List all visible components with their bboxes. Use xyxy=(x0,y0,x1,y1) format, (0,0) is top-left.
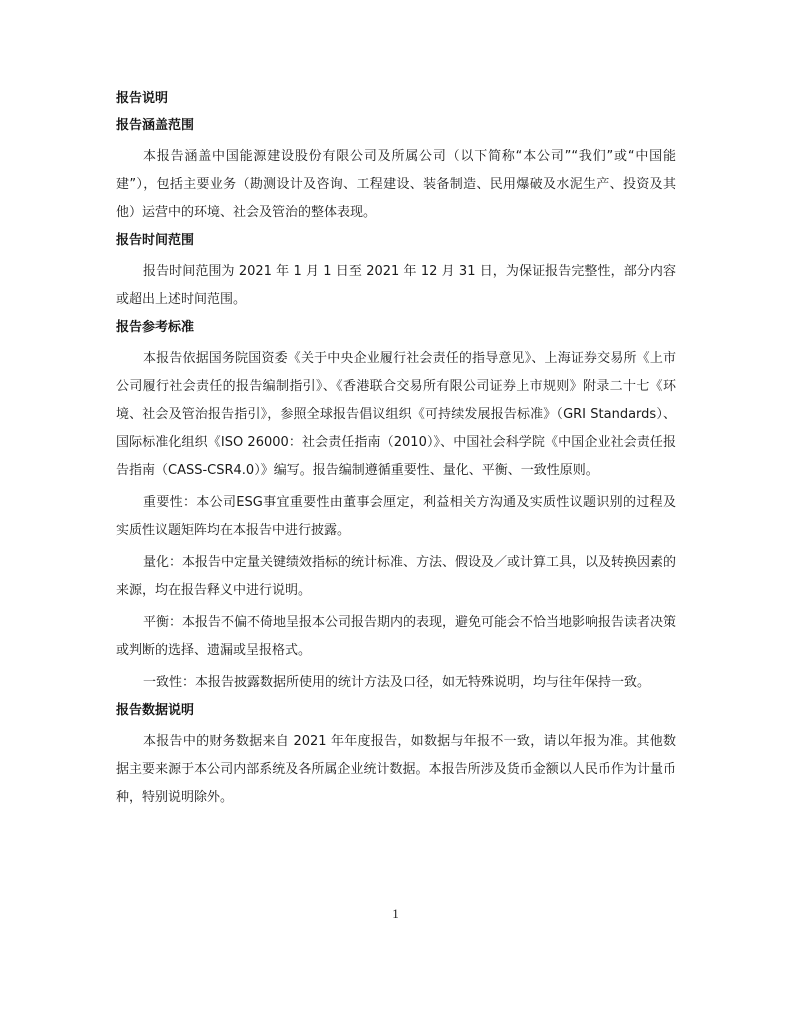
section-heading: 报告参考标准 xyxy=(116,320,195,335)
document-title: 报告说明 xyxy=(116,91,169,106)
paragraph: 本报告依据国务院国资委《关于中央企业履行社会责任的指导意见》、上海证券交易所《上市公司履行社会责任的报告编制指引》、《香港联合交易所有限公司证券上市规则》附录二十七《环境、社会及管治报告指引》，参照全球报告倡议组织《可持续发展报告标准》（GRI Standards）、国际标准化组织《ISO 26000：社会责任指南（2010）》、中国社会科学院《中国企业社会责任报告指南（CASS-CSR4.0）》编写。报告编制遵循重要性、量化、平衡、一致性原则。 xyxy=(116,351,676,478)
document-body xyxy=(116,89,676,816)
section-data xyxy=(116,701,676,812)
paragraph-materiality: 重要性：本公司ESG事宜重要性由董事会厘定，利益相关方沟通及实质性议题识别的过程及实质性议题矩阵均在本报告中进行披露。 xyxy=(116,495,676,538)
paragraph-quantitative: 量化：本报告中定量关键绩效指标的统计标准、方法、假设及／或计算工具，以及转换因素的来源，均在报告释义中进行说明。 xyxy=(116,555,677,598)
section-heading: 报告涵盖范围 xyxy=(116,118,195,133)
section-heading: 报告时间范围 xyxy=(116,233,195,248)
paragraph-balance: 平衡：本报告不偏不倚地呈报本公司报告期内的表现，避免可能会不恰当地影响报告读者决策或判断的选择、遗漏或呈报格式。 xyxy=(116,615,677,658)
page-number: 1 xyxy=(392,906,399,921)
paragraph-consistency: 一致性：本报告披露数据所使用的统计方法及口径，如无特殊说明，均与往年保持一致。 xyxy=(143,675,651,690)
section-coverage xyxy=(116,116,676,227)
paragraph: 本报告中的财务数据来自 2021 年年度报告，如数据与年报不一致，请以年报为准。其他数据主要来源于本公司内部系统及各所属企业统计数据。本报告所涉及货币金额以人民币作为计量币种，特别说明除外。 xyxy=(116,734,676,805)
paragraph: 本报告涵盖中国能源建设股份有限公司及所属公司（以下简称“本公司”“我们”或“中国能建”），包括主要业务（勘测设计及咨询、工程建设、装备制造、民用爆破及水泥生产、投资及其他）运营中的环境、社会及管治的整体表现。 xyxy=(116,149,676,220)
section-heading: 报告数据说明 xyxy=(116,703,195,718)
paragraph: 报告时间范围为 2021 年 1 月 1 日至 2021 年 12 月 31 日，为保证报告完整性，部分内容或超出上述时间范围。 xyxy=(116,264,676,307)
section-standards xyxy=(116,318,676,697)
section-time-range xyxy=(116,231,676,314)
